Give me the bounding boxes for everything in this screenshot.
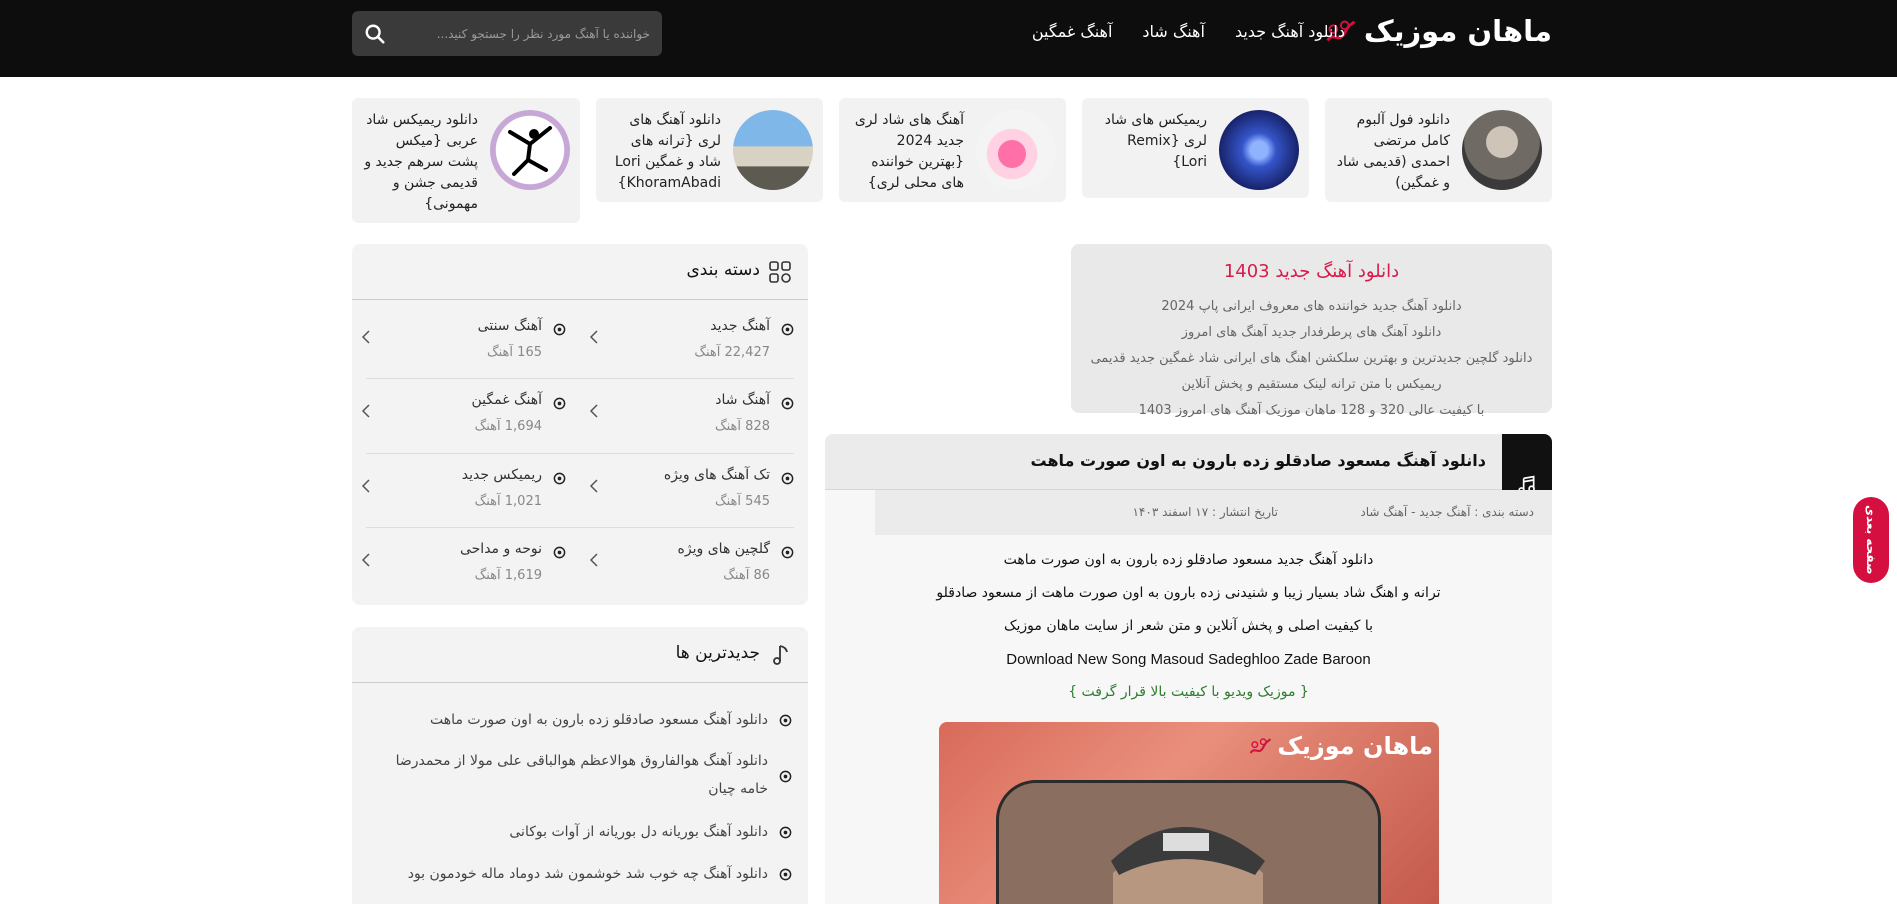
intro-line: با کیفیت عالی 320 و 128 ماهان موزیک آهنگ های امروز 1403	[1138, 403, 1485, 418]
category-count: 22,427 آهنگ	[694, 345, 770, 360]
category-name: آهنگ سنتی	[477, 318, 542, 334]
search-icon	[364, 23, 386, 45]
latest-widget	[352, 627, 808, 904]
bullet-icon	[779, 826, 792, 839]
category-item[interactable]	[352, 301, 566, 376]
categories-title: دسته بندی	[686, 260, 760, 280]
featured-title: دانلود فول آلبوم کامل مرتضی احمدی (قدیمی شاد و غمگین)	[1336, 112, 1450, 191]
post-body	[825, 544, 1552, 709]
chevron-left-icon	[360, 552, 372, 568]
bullet-icon	[779, 714, 792, 727]
categories-widget	[352, 244, 808, 605]
featured-thumbnail	[733, 110, 813, 190]
intro-line: دانلود گلچین جدیدترین و بهترین سلکشن اهنگ های ایرانی شاد غمگین جدید قدیمی ریمیکس با متن ترانه لینک مستقیم و پخش آنلاین	[1090, 351, 1533, 392]
post-date: تاریخ انتشار : ۱۷ اسفند ۱۴۰۳	[1132, 505, 1278, 519]
singer-silhouette-icon	[996, 783, 1378, 904]
category-name: آهنگ جدید	[710, 318, 770, 334]
featured-card[interactable]	[596, 98, 823, 202]
post-card	[825, 434, 1552, 904]
category-item[interactable]	[580, 524, 794, 599]
intro-line: دانلود آهنگ های پرطرفدار جدید آهنگ های امروز	[1181, 325, 1442, 340]
featured-posts	[352, 98, 1552, 223]
featured-title: ریمیکس های شاد لری {Remix Lori}	[1104, 112, 1207, 170]
latest-item[interactable]	[368, 818, 792, 848]
dancer-icon	[490, 110, 570, 190]
search-input[interactable]	[410, 11, 650, 56]
bullet-icon	[553, 323, 566, 336]
chevron-left-icon	[360, 329, 372, 345]
category-count: 828 آهنگ	[715, 419, 770, 434]
bullet-icon	[779, 770, 792, 783]
intro-title: دانلود آهنگ جدید 1403	[1223, 261, 1400, 282]
post-cover-image	[939, 722, 1439, 904]
category-count: 165 آهنگ	[487, 345, 542, 360]
category-item[interactable]	[580, 450, 794, 525]
next-page-button[interactable]	[1853, 497, 1889, 583]
post-header	[825, 434, 1552, 490]
next-page-label: صفحه بعدی	[1864, 505, 1878, 575]
category-name: تک آهنگ های ویژه	[663, 467, 770, 483]
video-notice: { موزیک ویدیو با کیفیت بالا قرار گرفت }	[1068, 684, 1309, 700]
featured-card[interactable]	[352, 98, 580, 223]
category-count: 1,021 آهنگ	[474, 494, 542, 509]
chevron-left-icon	[588, 478, 600, 494]
site-header	[0, 0, 1897, 77]
category-item[interactable]	[352, 524, 566, 599]
category-item[interactable]	[580, 301, 794, 376]
latest-item-link[interactable]: دانلود آهنگ چه خوب شد خوشمون شد دوماد ماله خودمون بود	[407, 866, 768, 882]
featured-title: آهنگ های شاد لری جدید 2024 {بهترین خواننده های محلی لری}	[854, 112, 964, 191]
latest-item-link[interactable]: دانلود آهنگ مسعود صادقلو زده بارون به اون صورت ماهت	[430, 712, 768, 728]
category-item[interactable]	[352, 375, 566, 450]
latest-item[interactable]	[368, 706, 792, 736]
intro-box	[1071, 244, 1552, 418]
logo-text: ماهان موزیک	[1363, 14, 1552, 48]
featured-card[interactable]	[1082, 98, 1309, 198]
bullet-icon	[781, 546, 794, 559]
category-count: 1,694 آهنگ	[474, 419, 542, 434]
bullet-icon	[781, 397, 794, 410]
featured-thumbnail	[490, 110, 570, 190]
bullet-icon	[553, 397, 566, 410]
post-category[interactable]: دسته بندی : آهنگ جدید - آهنگ شاد	[1360, 505, 1534, 519]
latest-item[interactable]	[368, 747, 792, 807]
latest-item[interactable]	[368, 860, 792, 890]
category-count: 545 آهنگ	[715, 494, 770, 509]
intro-line: دانلود آهنگ جدید خواننده های معروف ایرانی پاپ 2024	[1161, 299, 1462, 314]
nav-item-happy-songs[interactable]: آهنگ شاد	[1142, 22, 1205, 41]
post-meta	[875, 490, 1552, 535]
search-box	[352, 11, 662, 56]
featured-card[interactable]	[839, 98, 1066, 202]
main-nav	[1032, 20, 1345, 43]
featured-title: دانلود ریمیکس شاد عربی {میکس پشت سرهم جدید و قدیمی جشن و مهمونی}	[364, 112, 478, 212]
post-paragraph: Download New Song Masoud Sadeghloo Zade Baroon	[1006, 651, 1371, 668]
featured-thumbnail	[1219, 110, 1299, 190]
category-name: آهنگ غمگین	[471, 392, 542, 408]
category-count: 1,619 آهنگ	[474, 568, 542, 583]
nav-item-new-songs[interactable]: دانلود آهنگ جدید	[1234, 22, 1345, 41]
category-name: آهنگ شاد	[715, 392, 770, 408]
latest-item-link[interactable]: دانلود آهنگ بوریانه دل بوریانه از آوات بوکانی	[509, 824, 768, 840]
category-name: ریمیکس جدید	[461, 467, 542, 483]
category-name: نوحه و مداحی	[459, 541, 542, 557]
bullet-icon	[781, 472, 794, 485]
featured-thumbnail	[976, 110, 1056, 190]
grid-icon	[768, 260, 792, 284]
site-logo[interactable]	[1320, 12, 1552, 50]
bullet-icon	[553, 546, 566, 559]
bullet-icon	[781, 323, 794, 336]
nav-item-sad-songs[interactable]: آهنگ غمگین	[1031, 22, 1113, 41]
category-name: گلچین های ویژه	[677, 541, 770, 557]
bullet-icon	[553, 472, 566, 485]
featured-title: دانلود آهنگ های لری {ترانه های شاد و غمگین Lori KhoramAbadi}	[614, 112, 721, 191]
latest-item-link[interactable]: دانلود آهنگ هوالفاروق هوالاعظم هوالباقی علی مولا از محمدرضا خامه چیان	[395, 753, 768, 797]
post-title[interactable]: دانلود آهنگ مسعود صادقلو زده بارون به اون صورت ماهت	[1030, 451, 1486, 470]
category-item[interactable]	[580, 375, 794, 450]
chevron-left-icon	[360, 403, 372, 419]
category-item[interactable]	[352, 450, 566, 525]
post-paragraph: با کیفیت اصلی و پخش آنلاین و متن شعر از سایت ماهان موزیک	[1003, 618, 1374, 634]
featured-thumbnail	[1462, 110, 1542, 190]
chevron-left-icon	[588, 552, 600, 568]
singer-photo	[996, 780, 1381, 904]
music-note-icon	[768, 643, 792, 667]
featured-card[interactable]	[1325, 98, 1552, 202]
post-paragraph: ترانه و اهنگ شاد بسیار زیبا و شنیدنی زده بارون به اون صورت ماهت از مسعود صادقلو	[936, 585, 1441, 601]
search-button[interactable]	[360, 19, 390, 49]
chevron-left-icon	[588, 329, 600, 345]
cover-logo	[1245, 732, 1433, 760]
post-paragraph: دانلود آهنگ جدید مسعود صادقلو زده بارون به اون صورت ماهت	[1003, 552, 1374, 568]
chevron-left-icon	[360, 478, 372, 494]
music-logo-icon	[1245, 732, 1273, 760]
category-count: 86 آهنگ	[723, 568, 770, 583]
categories-header	[352, 244, 808, 300]
latest-title: جدیدترین ها	[675, 643, 760, 663]
chevron-left-icon	[588, 403, 600, 419]
bullet-icon	[779, 868, 792, 881]
cover-logo-text: ماهان موزیک	[1277, 732, 1433, 760]
latest-header	[352, 627, 808, 683]
